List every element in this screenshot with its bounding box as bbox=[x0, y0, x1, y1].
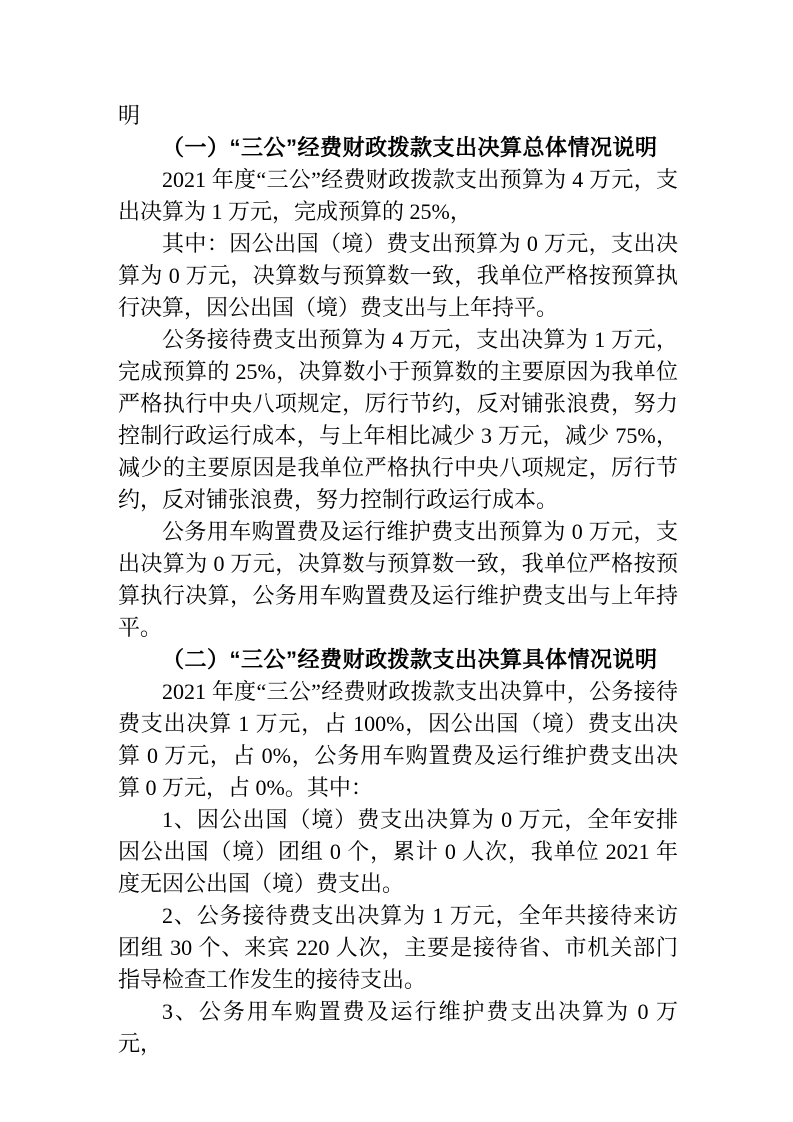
paragraph-abroad-expense: 其中：因公出国（境）费支出预算为 0 万元，支出决算为 0 万元，决算数与预算数一致，我单位严格按预算执行决算，因公出国（境）费支出与上年持平。 bbox=[118, 231, 678, 320]
section-heading-1: （一）“三公”经费财政拨款支出决算总体情况说明 bbox=[162, 135, 658, 160]
section-heading-2: （二）“三公”经费财政拨款支出决算具体情况说明 bbox=[162, 647, 658, 672]
paragraph-reception-expense: 公务接待费支出预算为 4 万元，支出决算为 1 万元，完成预算的 25%，决算数小于预算数的主要原因为我单位严格执行中央八项规定，厉行节约，反对铺张浪费，努力控制行政运行成本，与上年相比减少 3 万元，减少 75%，减少的主要原因是我单位严格执行中央八项规定，厉行节约，反对铺张浪费，努力控制行政运行成本。 bbox=[118, 327, 678, 512]
carryover-line: 明 bbox=[118, 103, 141, 128]
paragraph-vehicle-expense: 公务用车购置费及运行维护费支出预算为 0 万元，支出决算为 0 万元，决算数与预算数一致，我单位严格按预算执行决算，公务用车购置费及运行维护费支出与上年持平。 bbox=[118, 519, 678, 640]
paragraph-detail-overview: 2021 年度“三公”经费财政拨款支出决算中，公务接待费支出决算 1 万元，占 100%，因公出国（境）费支出决算 0 万元，占 0%，公务用车购置费及运行维护费支出决算 0 万元，占 0%。其中： bbox=[118, 679, 678, 800]
text-column bbox=[118, 100, 678, 1060]
paragraph-item-1-abroad: 1、因公出国（境）费支出决算为 0 万元，全年安排因公出国（境）团组 0 个，累计 0 人次，我单位 2021 年度无因公出国（境）费支出。 bbox=[118, 807, 678, 896]
paragraph-total-overview: 2021 年度“三公”经费财政拨款支出预算为 4 万元，支出决算为 1 万元，完成预算的 25%， bbox=[118, 167, 678, 224]
paragraph-item-2-reception: 2、公务接待费支出决算为 1 万元，全年共接待来访团组 30 个、来宾 220 人次，主要是接待省、市机关部门指导检查工作发生的接待支出。 bbox=[118, 903, 678, 992]
paragraph-item-3-vehicle: 3、公务用车购置费及运行维护费支出决算为 0 万元， bbox=[118, 999, 678, 1056]
